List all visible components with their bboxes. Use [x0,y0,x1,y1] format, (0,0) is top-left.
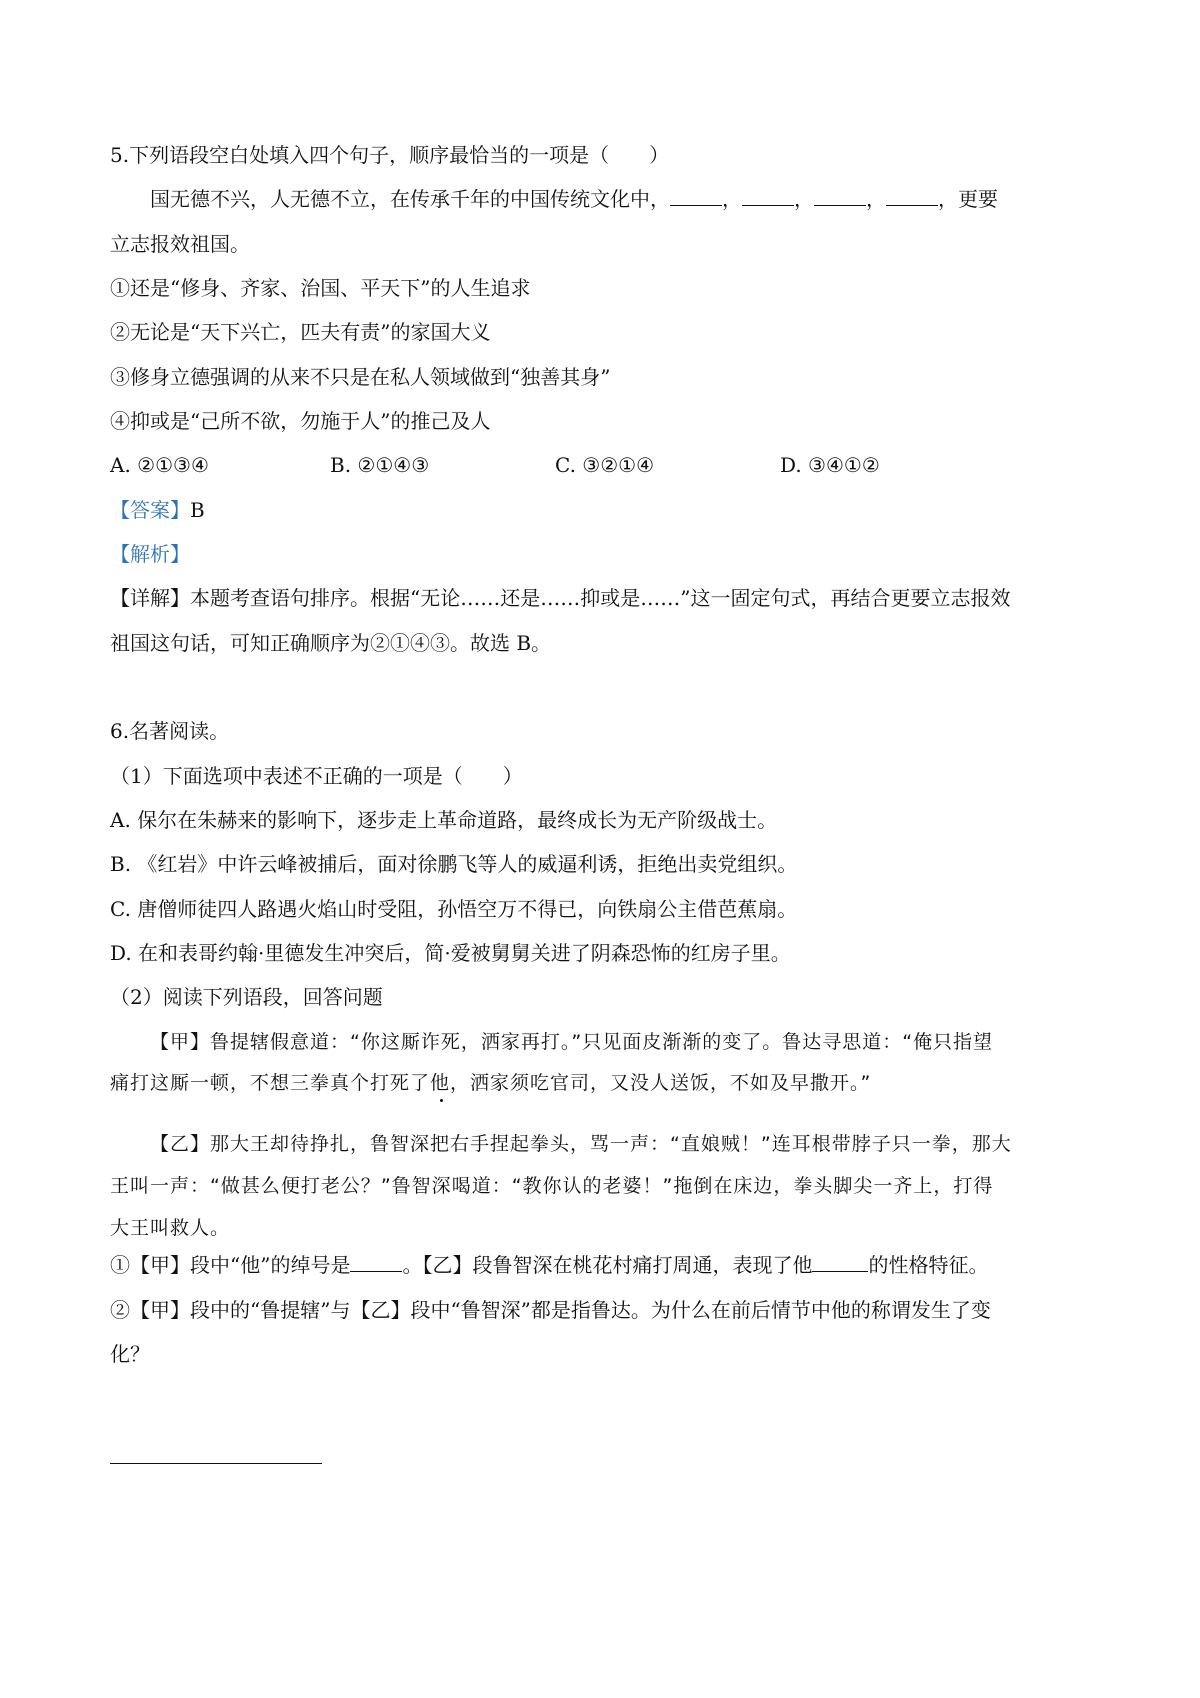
q5-option-c: C. ③②①④ [555,453,655,477]
emphasis-dot: 他 [430,1072,451,1094]
answer-tag: 【答案】 [110,498,190,522]
q5-option-a: A. ②①③④ [110,453,209,477]
blank-2 [742,185,794,206]
yi-line1: 【乙】那大王却待挣扎，鲁智深把右手捏起拳头，骂一声：“直娘贼！”连耳根带脖子只一拳，那大 [150,1133,1012,1155]
q6-stem: 6.名著阅读。 [110,719,230,743]
q6-question-2-line2: 化？ [110,1342,150,1366]
yi-line2: 王叫一声：“做甚么便打老公？”鲁智深喝道：“教你认的老婆！”拖倒在床边，拳头脚尖一齐上，打得 [110,1175,994,1197]
answer-value: B [190,498,205,522]
q5-detail-line2: 祖国这句话，可知正确顺序为②①④③。故选 B。 [110,631,552,655]
q6-sub2: （2）阅读下列语段，回答问题 [110,985,383,1009]
q5-item-4: ④抑或是“己所不欲，勿施于人”的推己及人 [110,409,491,433]
q5-passage-line2: 立志报效祖国。 [110,232,250,256]
q6-option-d: D. 在和表哥约翰·里德发生冲突后，简·爱被舅舅关进了阴森恐怖的红房子里。 [110,941,791,965]
q5-analysis-tag: 【解析】 [110,542,190,566]
trait-blank [812,1251,868,1272]
answer-line [110,1463,322,1464]
jia-line2: 痛打这厮一顿，不想三拳真个打死了他，洒家须吃官司，又没人送饭，不如及早撒开。” [110,1072,872,1094]
nickname-blank [350,1251,402,1272]
q5-item-1: ①还是“修身、齐家、治国、平天下”的人生追求 [110,276,531,300]
jia-line1: 【甲】鲁提辖假意道：“你这厮诈死，洒家再打。”只见面皮渐渐的变了。鲁达寻思道：“俺只指望 [150,1031,994,1053]
q5-passage-line1: 国无德不兴，人无德不立，在传承千年的中国传统文化中， ， ， ， ，更要 [150,187,998,211]
q6-question-2-line1: ②【甲】段中的“鲁提辖”与【乙】段中“鲁智深”都是指鲁达。为什么在前后情节中他的称谓发生了变 [110,1298,991,1322]
q5-item-2: ②无论是“天下兴亡，匹夫有责”的家国大义 [110,320,491,344]
q5-answer [110,496,205,524]
q6-question-1: ①【甲】段中“他”的绰号是 。【乙】段鲁智深在桃花村痛打周通，表现了他 的性格特征。 [110,1253,989,1277]
q6-sub1: （1）下面选项中表述不正确的一项是（ ） [110,764,523,788]
q5-option-d: D. ③④①② [780,453,880,477]
q5-item-3: ③修身立德强调的从来不只是在私人领域做到“独善其身” [110,365,611,389]
blank-4 [886,185,938,206]
q6-option-c: C. 唐僧师徒四人路遇火焰山时受阻，孙悟空万不得已，向铁扇公主借芭蕉扇。 [110,897,798,921]
blank-1 [670,185,722,206]
yi-line3: 大王叫救人。 [110,1217,231,1239]
q6-option-b: B. 《红岩》中许云峰被捕后，面对徐鹏飞等人的威逼利诱，拒绝出卖党组织。 [110,852,798,876]
q5-option-b: B. ②①④③ [330,453,430,477]
q6-option-a: A. 保尔在朱赫来的影响下，逐步走上革命道路，最终成长为无产阶级战士。 [110,808,778,832]
q5-detail-line1: 【详解】本题考查语句排序。根据“无论……还是……抑或是……”这一固定句式，再结合更要立志报效 [110,586,1011,610]
blank-3 [814,185,866,206]
q5-stem: 5.下列语段空白处填入四个句子，顺序最恰当的一项是（ ） [110,143,670,167]
